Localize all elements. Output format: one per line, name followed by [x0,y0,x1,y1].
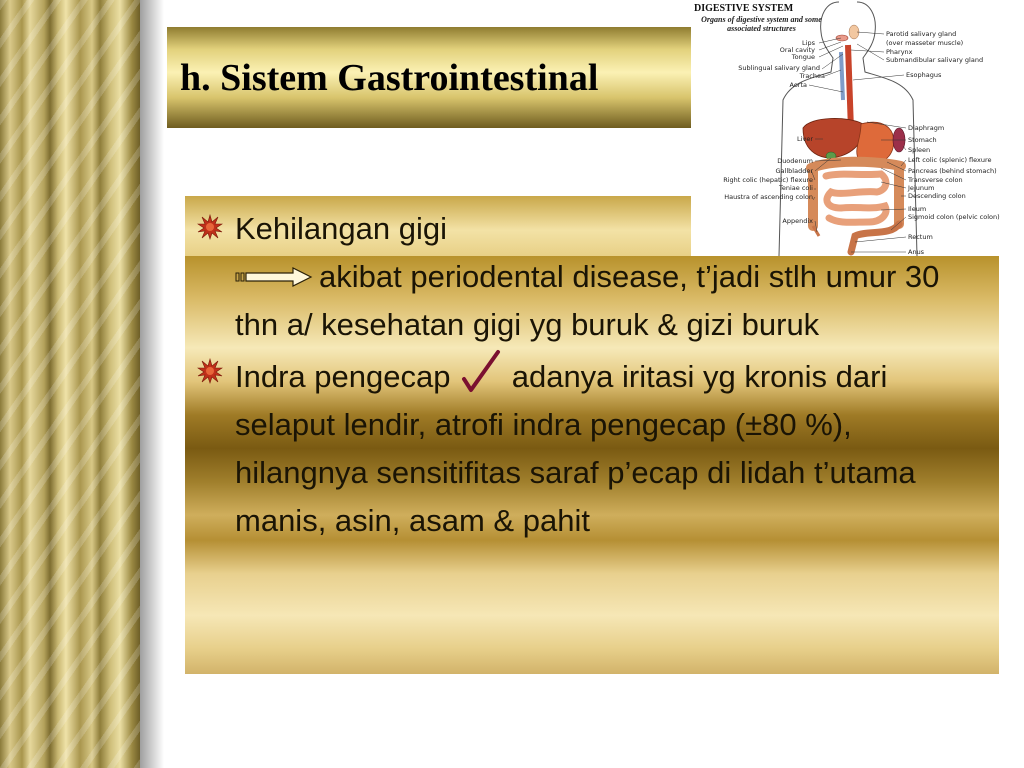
label-jejunum: Jejunum [908,184,935,192]
right-arrow-icon [235,265,313,289]
label-duodenum: Duodenum [777,157,813,165]
diagram-subheading: Organs of digestive system and some associated structures [701,15,822,33]
label-left-colic: Left colic (splenic) flexure [908,156,992,164]
label-teniae: Teniae coli [778,184,813,192]
label-haustra: Haustra of ascending colon [724,193,813,201]
slide-title: h. Sistem Gastrointestinal [180,57,599,99]
label-aorta: Aorta [789,81,807,89]
bullet-text-before: Indra pengecap [235,359,451,394]
label-sublingual: Sublingual salivary gland [738,64,820,72]
pillar-shadow [140,0,164,768]
label-submandibular: Submandibular salivary gland [886,56,984,64]
label-transverse-colon: Transverse colon [908,176,963,184]
diagram-heading: DIGESTIVE SYSTEM [694,3,794,14]
slide-body [195,205,985,545]
bullet-text-after: adanya iritasi yg kronis dari selaput lendir, atrofi indra pengecap (±80 %), hilangnya sensitifitas saraf p’ecap di lidah t’utama manis, asin, asam & pahit [235,359,916,538]
label-pancreas: Pancreas (behind stomach) [908,167,997,175]
sub-item-1 [195,253,985,349]
label-rectum: Rectum [908,233,933,241]
label-esophagus: Esophagus [906,71,942,79]
label-tongue: Tongue [791,53,815,61]
checkmark-icon [461,349,501,393]
label-right-colic: Right colic (hepatic) flexure [723,176,813,184]
label-spleen: Spleen [908,146,931,154]
label-ileum: Ileum [908,205,927,213]
starburst-bullet-icon [197,358,223,384]
label-diaphragm: Diaphragm [908,124,945,132]
label-appendix: Appendix [782,217,813,225]
label-anus: Anus [908,248,925,256]
label-sigmoid-colon: Sigmoid colon (pelvic colon) [908,213,1000,221]
decorative-pillar [0,0,140,768]
digestive-system-diagram [691,0,1001,256]
label-trachea: Trachea [799,72,825,80]
label-liver: Liver [797,135,813,143]
label-descending-colon: Descending colon [908,192,966,200]
label-stomach: Stomach [908,136,937,144]
label-oral-cavity: Oral cavity [779,46,815,54]
starburst-bullet-icon [197,214,223,240]
bullet-item-2 [195,349,985,545]
bullet-text: Kehilangan gigi [235,211,448,246]
label-pharynx: Pharynx [886,48,913,56]
label-parotid: Parotid salivary gland [886,30,957,38]
sub-item-text: akibat periodental disease, t’jadi stlh umur 30 thn a/ kesehatan gigi yg buruk & gizi buruk [235,259,940,342]
label-gallbladder: Gallbladder [775,167,813,175]
label-parotid-note: (over masseter muscle) [886,39,964,47]
label-lips: Lips [802,39,815,47]
